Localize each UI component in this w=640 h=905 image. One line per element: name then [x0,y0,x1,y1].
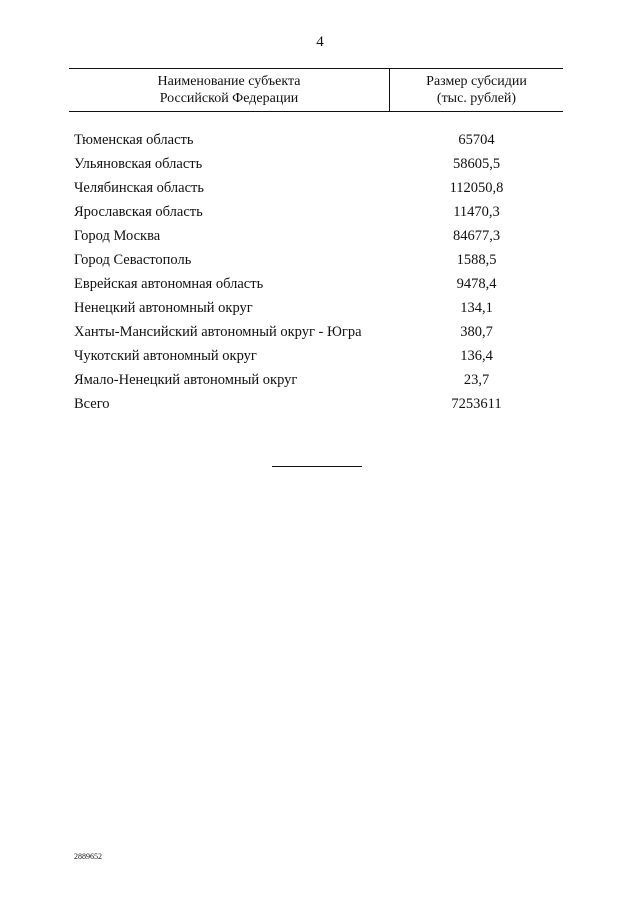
subsidy-value: 134,1 [460,300,493,316]
region-name: Ярославская область [74,204,203,220]
header-name-line2: Российской Федерации [159,91,299,106]
header-name-line1: Наименование субъекта [157,74,301,89]
subsidy-value: 112050,8 [449,180,504,196]
table-row [74,224,563,248]
table-row [74,344,563,368]
header-amount-line1: Размер субсидии [426,74,527,89]
region-name: Ненецкий автономный округ [74,300,253,316]
table-row [74,320,563,344]
subsidy-value: 84677,3 [452,228,501,244]
region-name: Тюменская область [74,132,194,148]
subsidy-value: 9478,4 [456,276,497,292]
region-name: Чукотский автономный округ [74,348,257,364]
table-row [74,272,563,296]
region-name: Город Москва [74,228,161,244]
subsidy-value: 58605,5 [452,156,501,172]
region-name: Ямало-Ненецкий автономный округ [74,372,298,388]
subsidy-value: 380,7 [460,324,493,340]
table-row [74,248,563,272]
document-code: 2889652 [74,852,102,861]
region-name: Ханты-Мансийский автономный округ - Югра [74,324,362,340]
region-name: Ульяновская область [74,156,203,172]
header-amount-cell [390,73,563,107]
table-row [74,152,563,176]
table-header [69,68,563,112]
subsidy-value: 23,7 [463,372,490,388]
total-label: Всего [74,396,110,412]
table-row-total [74,392,563,416]
table-row [74,176,563,200]
total-value: 7253611 [451,396,502,412]
table-row [74,200,563,224]
header-amount-line2: (тыс. рублей) [436,91,517,106]
subsidy-value: 11470,3 [453,204,500,220]
subsidy-value: 65704 [458,132,495,148]
end-divider-line [272,466,362,467]
region-name: Город Севастополь [74,252,192,268]
table-row [74,296,563,320]
region-name: Еврейская автономная область [74,276,264,292]
subsidy-value: 136,4 [460,348,493,364]
page-number: 4 [316,34,324,50]
subsidy-value: 1588,5 [456,252,497,268]
header-name-cell [69,73,389,107]
table-body [74,128,563,416]
table-row [74,368,563,392]
table-row [74,128,563,152]
region-name: Челябинская область [74,180,204,196]
